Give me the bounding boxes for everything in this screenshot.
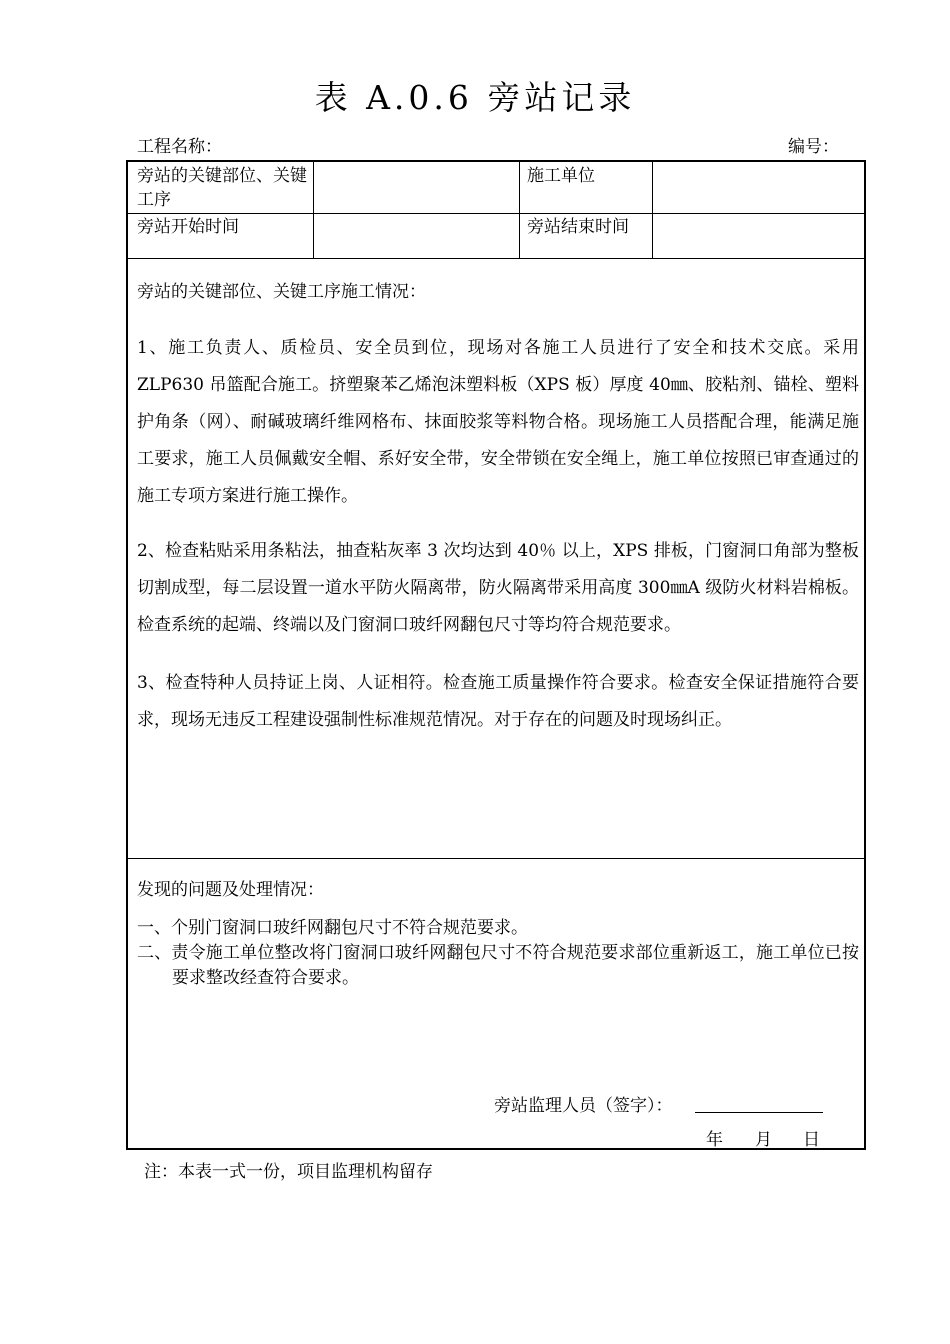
start-time-label: 旁站开始时间 xyxy=(137,217,239,237)
construction-unit-label: 施工单位 xyxy=(527,166,595,186)
column-divider xyxy=(652,162,653,258)
key-part-label: 旁站的关键部位、关键工序 xyxy=(137,166,307,210)
record-table xyxy=(126,160,866,1150)
signature-line[interactable] xyxy=(695,1112,823,1113)
date-year: 年 xyxy=(706,1130,723,1150)
page-title: 表 A.0.6 旁站记录 xyxy=(314,78,636,117)
footer-note: 注：本表一式一份，项目监理机构留存 xyxy=(144,1162,433,1182)
row-divider xyxy=(128,213,864,214)
number-label: 编号： xyxy=(788,137,839,157)
issue-item-2: 二、责令施工单位整改将门窗洞口玻纤网翻包尺寸不符合规范要求部位重新返工，施工单位已按要求整改经查符合要求。 xyxy=(137,943,859,988)
section-divider xyxy=(128,858,864,859)
row-divider xyxy=(128,258,864,259)
issue-item-1: 一、个别门窗洞口玻纤网翻包尺寸不符合规范要求。 xyxy=(137,918,528,938)
end-time-label: 旁站结束时间 xyxy=(527,217,629,237)
column-divider xyxy=(313,162,314,258)
situation-paragraph-3: 3、检查特种人员持证上岗、人证相符。检查施工质量操作符合要求。检查安全保证措施符合要求，现场无违反工程建设强制性标准规范情况。对于存在的问题及时现场纠正。 xyxy=(137,673,859,730)
signature-label: 旁站监理人员（签字）： xyxy=(494,1096,673,1116)
date-day: 日 xyxy=(803,1130,820,1150)
issues-list xyxy=(137,916,859,991)
situation-paragraph-2: 2、检查粘贴采用条粘法，抽查粘灰率 3 次均达到 40％ 以上，XPS 排板，门窗洞口角部为整板切割成型，每二层设置一道水平防火隔离带，防火隔离带采用高度 300㎜A 级防火材料岩棉板。检查系统的起端、终端以及门窗洞口玻纤网翻包尺寸等均符合规范要求。 xyxy=(137,541,859,635)
project-name-label: 工程名称： xyxy=(137,137,222,157)
date-month: 月 xyxy=(755,1130,772,1150)
issues-heading: 发现的问题及处理情况： xyxy=(137,880,324,900)
situation-paragraph-1: 1、施工负责人、质检员、安全员到位，现场对各施工人员进行了安全和技术交底。采用 ZLP630 吊篮配合施工。挤塑聚苯乙烯泡沫塑料板（XPS 板）厚度 40㎜、胶粘剂、锚栓、塑料护角条（网）、耐碱玻璃纤维网格布、抹面胶浆等料物合格。现场施工人员搭配合理，能满足施工要求，施工人员佩戴安全帽、系好安全带，安全带锁在安全绳上，施工单位按照已审查通过的施工专项方案进行施工操作。 xyxy=(137,338,859,506)
situation-heading: 旁站的关键部位、关键工序施工情况： xyxy=(137,282,426,302)
column-divider xyxy=(519,162,520,258)
